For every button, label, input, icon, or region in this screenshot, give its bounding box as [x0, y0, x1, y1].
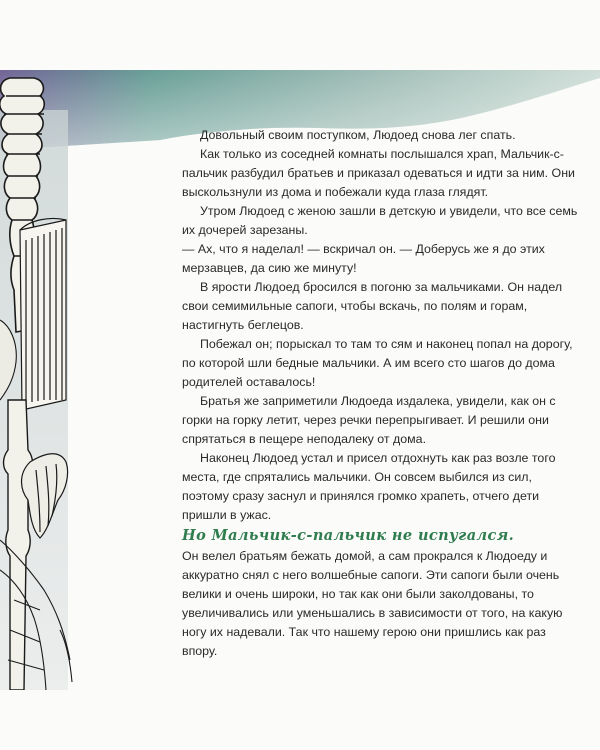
story-paragraph: В ярости Людоед бросился в погоню за мальчиками. Он надел свои семимильные сапоги, чтобы вскачь, по полям и горам, настигнуть беглецов.: [182, 280, 563, 332]
story-paragraph: Довольный своим поступком, Людоед снова лег спать.: [200, 128, 516, 142]
headboard: [20, 218, 66, 410]
story-paragraph: Как только из соседней комнаты послышался храп, Мальчик-с-пальчик разбудил братьев и приказал одеваться и идти за ним. Они выскользнули из дома и побежали куда глаза глядят.: [182, 147, 575, 199]
story-text: [182, 126, 578, 661]
story-paragraph: Братья же заприметили Людоеда издалека, увидели, как он с горки на горку летит, через речки перепрыгивает. И решили они спрятаться в пещере неподалеку от дома.: [182, 394, 556, 446]
story-paragraph: Наконец Людоед устал и присел отдохнуть как раз возле того места, где спрятались мальчики. Он совсем выбился из сил, поэтому сразу заснул и принялся громко храпеть, отчего дети пришли в ужас.: [182, 451, 556, 522]
story-paragraph: Утром Людоед с женою зашли в детскую и увидели, что все семь их дочерей зарезаны.: [182, 204, 578, 237]
story-paragraph: Он велел братьям бежать домой, а сам прокрался к Людоеду и аккуратно снял с него волшебные сапоги. Эти сапоги были очень велики и очень широки, но так как они были заколдованы, то увеличивались или уменьшались в зависимости от того, на какую ногу их надевали. Так что нашему герою они пришлись как раз впору.: [182, 549, 563, 658]
story-paragraph: Побежал он; порыскал то там то сям и наконец попал на дорогу, по которой шли бедные мальчики. А им всего сто шагов до дома родителей оставалось!: [182, 337, 573, 389]
section-heading: Но Мальчик-с-пальчик не испугался.: [182, 527, 515, 544]
story-paragraph: — Ах, что я наделал! — вскричал он. — Доберусь же я до этих мерзавцев, да сию же минуту!: [182, 242, 545, 275]
